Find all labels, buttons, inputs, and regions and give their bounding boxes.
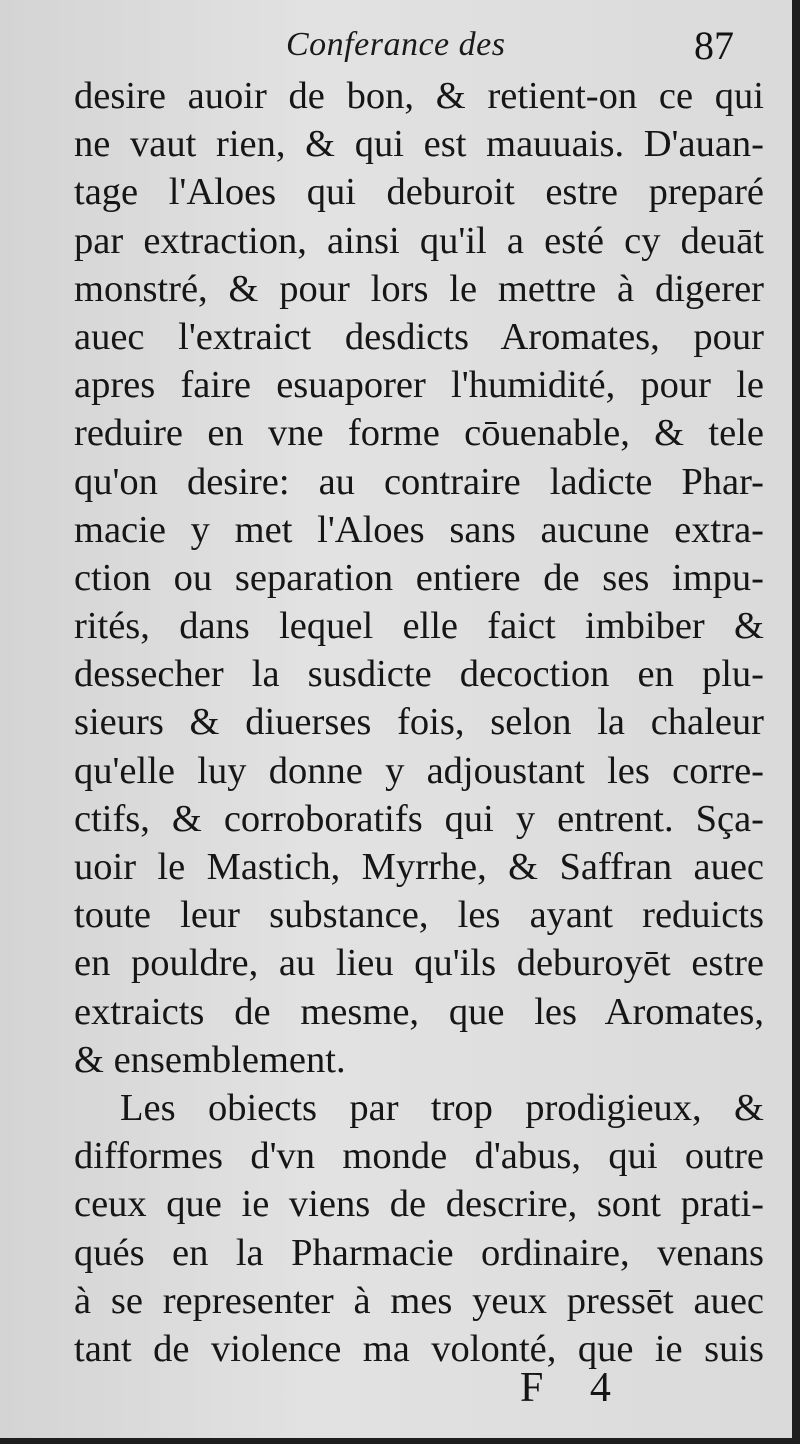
text-line: reduire en vne forme cōuenable, & tele (74, 412, 764, 455)
text-line: sieurs & diuerses fois, selon la chaleur (74, 701, 764, 744)
text-line: ctifs, & corroboratifs qui y entrent. Sça- (74, 797, 764, 840)
text-line: en pouldre, au lieu qu'ils deburoyēt estre (74, 942, 764, 985)
signature-number: 4 (589, 1365, 611, 1411)
body-text (74, 72, 764, 1373)
text-line: qués en la Pharmacie ordinaire, venans (74, 1231, 764, 1274)
text-line: & ensemblement. (74, 1038, 346, 1081)
text-line: tage l'Aloes qui deburoit estre preparé (74, 171, 764, 214)
text-line: tant de violence ma volonté, que ie suis (74, 1327, 764, 1370)
page-number: 87 (694, 23, 734, 68)
text-line: par extraction, ainsi qu'il a esté cy deuāt (74, 219, 764, 262)
text-line: qu'on desire: au contraire ladicte Phar- (74, 460, 764, 503)
text-line: desire auoir de bon, & retient-on ce qui (74, 75, 764, 117)
text-line: uoir le Mastich, Myrrhe, & Saffran auec (74, 846, 764, 888)
text-line: apres faire esuaporer l'humidité, pour le (74, 364, 764, 407)
signature-mark (520, 1356, 611, 1412)
text-line: ne vaut rien, & qui est mauuais. D'auan- (74, 123, 764, 166)
text-line: rités, dans lequel elle faict imbiber & (74, 605, 764, 648)
running-title: Conferance des (286, 26, 506, 63)
text-line: à se representer à mes yeux pressēt auec (74, 1279, 764, 1322)
text-line: ction ou separation entiere de ses impu- (74, 556, 764, 599)
page-edge-shadow (792, 0, 800, 1444)
text-line: qu'elle luy donne y adjoustant les corre- (74, 749, 764, 792)
text-line: auec l'extraict desdicts Aromates, pour (74, 315, 764, 358)
text-line: difformes d'vn monde d'abus, qui outre (74, 1135, 764, 1178)
text-line: monstré, & pour lors le mettre à digerer (74, 267, 764, 310)
running-head (0, 22, 800, 68)
text-line: toute leur substance, les ayant reduicts (74, 894, 764, 937)
paragraph-first-line: Les obiects par trop prodigieux, & (120, 1086, 764, 1129)
text-line: ceux que ie viens de descrire, sont prati- (74, 1183, 764, 1226)
text-line: extraicts de mesme, que les Aromates, (74, 990, 764, 1033)
text-line: dessecher la susdicte decoction en plu- (74, 653, 764, 696)
text-line: macie y met l'Aloes sans aucune extra- (74, 508, 764, 551)
page-bottom-edge (0, 1438, 800, 1444)
signature-letter: F (520, 1365, 544, 1411)
